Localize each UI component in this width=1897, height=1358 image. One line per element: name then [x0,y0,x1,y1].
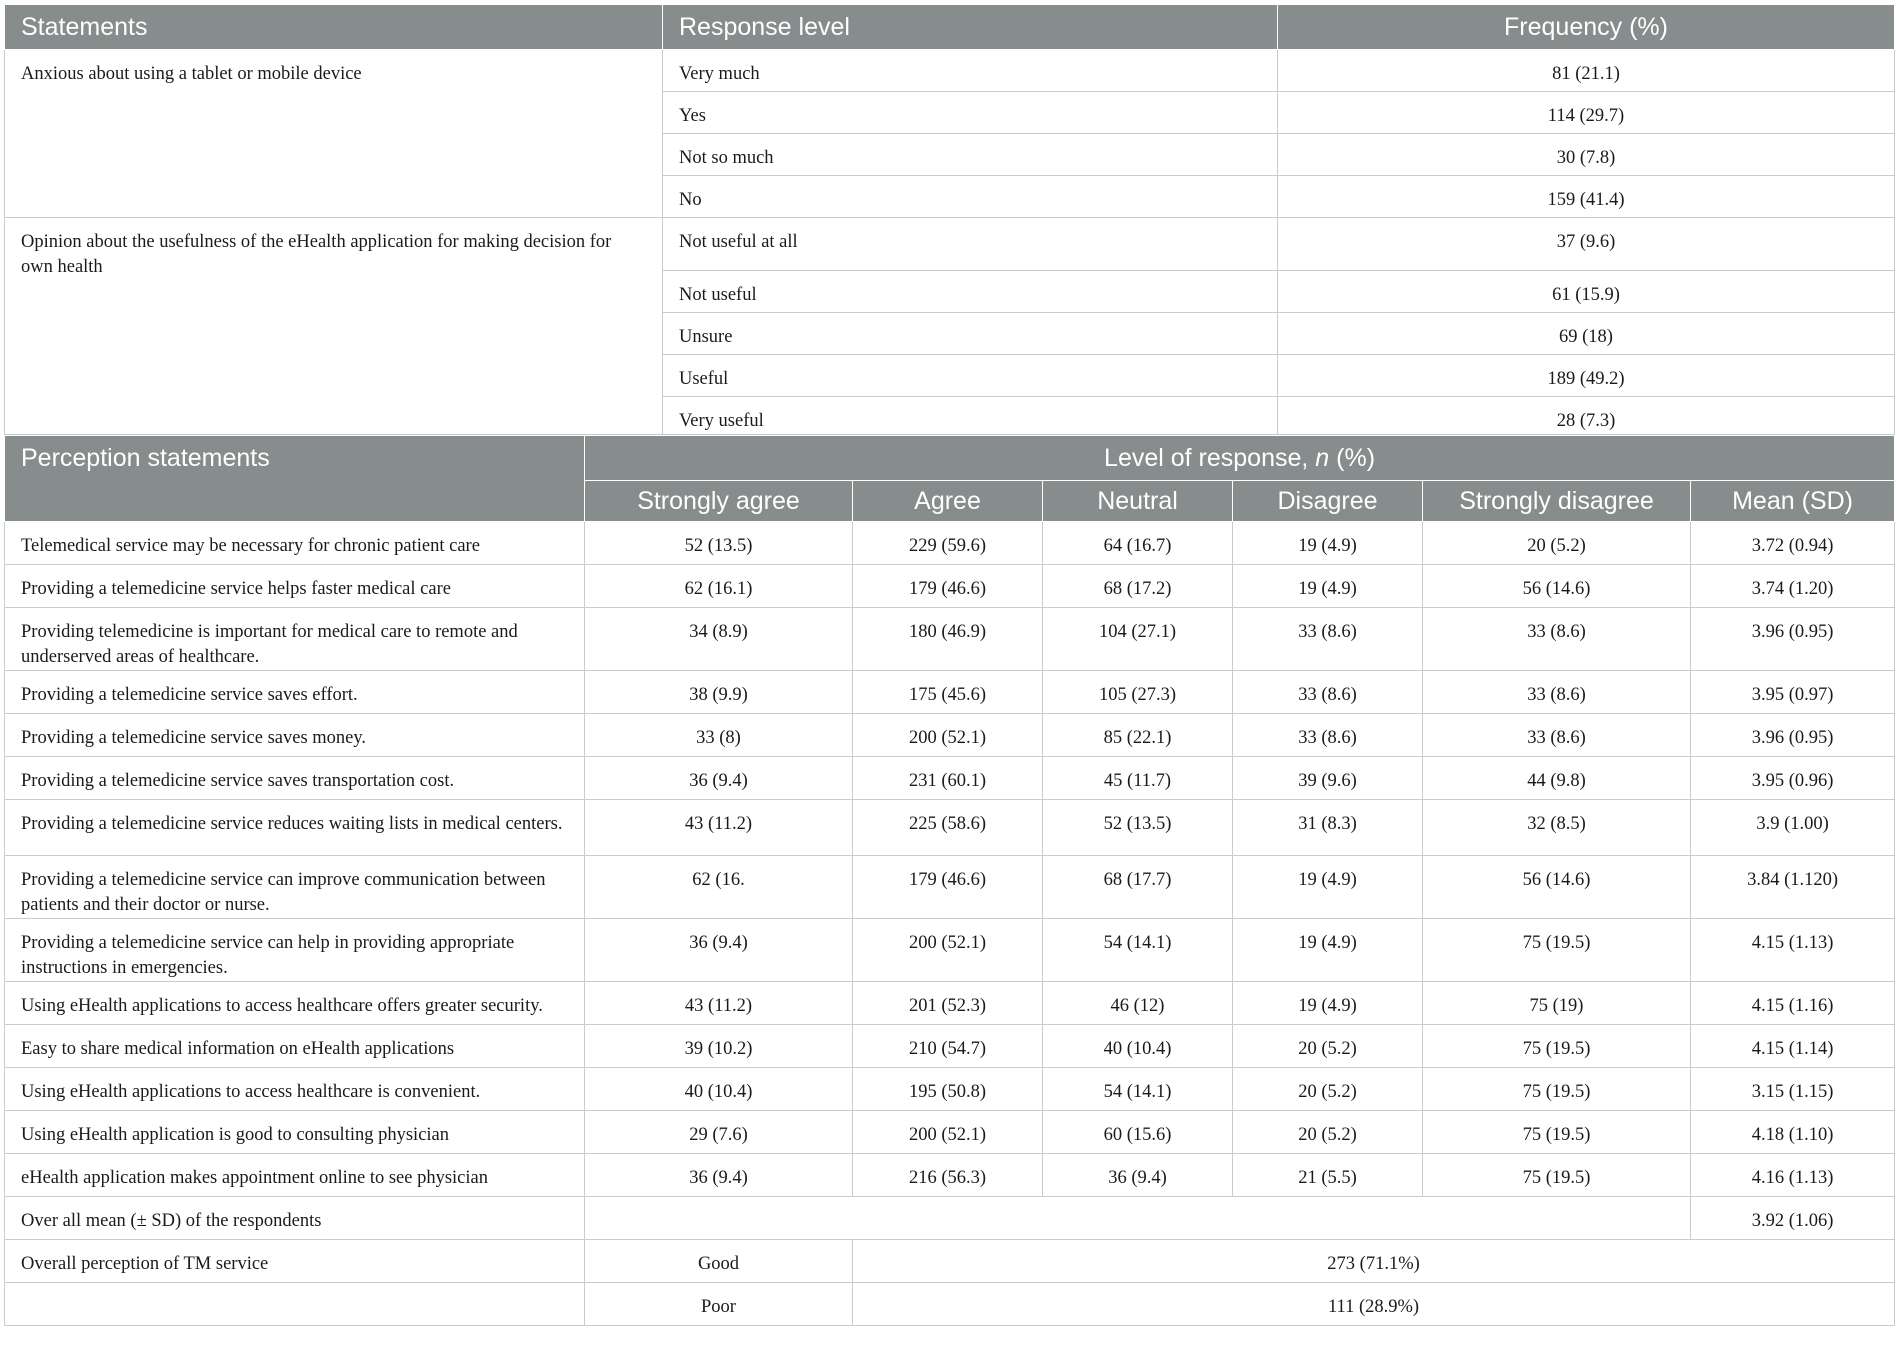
frequency-cell: 69 (18) [1278,313,1895,355]
perception-table [4,435,1895,1326]
statement-cell: Anxious about using a tablet or mobile device [5,50,663,218]
header-level-n: n [1315,443,1330,472]
statements-header-row [5,5,1895,50]
table-row [5,982,1895,1025]
response-level-cell: Not so much [663,134,1278,176]
frequency-cell: 61 (15.9) [1278,271,1895,313]
strongly-disagree-cell: 75 (19.5) [1423,919,1691,982]
response-level-cell: Very useful [663,397,1278,435]
response-level-cell: Unsure [663,313,1278,355]
perception-statement-cell: Providing a telemedicine service saves money. [5,714,585,757]
agree-cell: 200 (52.1) [853,1111,1043,1154]
strongly-disagree-cell: 75 (19) [1423,982,1691,1025]
strongly-disagree-cell: 44 (9.8) [1423,757,1691,800]
strongly-agree-cell: 62 (16.1) [585,565,853,608]
perception-statement-cell: Providing a telemedicine service can improve communication between patients and their doctor or nurse. [5,856,585,919]
mean-sd-cell: 4.16 (1.13) [1691,1154,1895,1197]
strongly-agree-cell: 43 (11.2) [585,982,853,1025]
table-row [5,50,1895,92]
strongly-agree-cell: 39 (10.2) [585,1025,853,1068]
header-strongly-disagree: Strongly disagree [1423,481,1691,522]
table-row [5,757,1895,800]
table-row [5,1025,1895,1068]
perception-statement-cell: Providing a telemedicine service saves transportation cost. [5,757,585,800]
frequency-cell: 37 (9.6) [1278,218,1895,271]
strongly-disagree-cell: 56 (14.6) [1423,856,1691,919]
neutral-cell: 40 (10.4) [1043,1025,1233,1068]
disagree-cell: 39 (9.6) [1233,757,1423,800]
neutral-cell: 68 (17.2) [1043,565,1233,608]
disagree-cell: 33 (8.6) [1233,671,1423,714]
disagree-cell: 20 (5.2) [1233,1068,1423,1111]
table-row [5,218,1895,271]
strongly-disagree-cell: 75 (19.5) [1423,1068,1691,1111]
overall-perception-value: 111 (28.9%) [853,1283,1895,1326]
strongly-disagree-cell: 33 (8.6) [1423,608,1691,671]
table-row [5,522,1895,565]
strongly-disagree-cell: 56 (14.6) [1423,565,1691,608]
neutral-cell: 85 (22.1) [1043,714,1233,757]
header-statements: Statements [5,5,663,50]
disagree-cell: 19 (4.9) [1233,856,1423,919]
mean-sd-cell: 3.96 (0.95) [1691,608,1895,671]
strongly-agree-cell: 34 (8.9) [585,608,853,671]
mean-sd-cell: 3.84 (1.120) [1691,856,1895,919]
header-strongly-agree: Strongly agree [585,481,853,522]
perception-statement-cell: Using eHealth application is good to consulting physician [5,1111,585,1154]
overall-perception-empty [5,1283,585,1326]
agree-cell: 231 (60.1) [853,757,1043,800]
header-mean-sd: Mean (SD) [1691,481,1895,522]
strongly-agree-cell: 43 (11.2) [585,800,853,856]
mean-sd-cell: 3.95 (0.96) [1691,757,1895,800]
header-response-level: Response level [663,5,1278,50]
mean-sd-cell: 3.72 (0.94) [1691,522,1895,565]
strongly-agree-cell: 33 (8) [585,714,853,757]
header-level-suffix: (%) [1329,443,1376,472]
strongly-agree-cell: 52 (13.5) [585,522,853,565]
frequency-cell: 189 (49.2) [1278,355,1895,397]
overall-perception-label: Overall perception of TM service [5,1240,585,1283]
perception-statement-cell: Using eHealth applications to access healthcare offers greater security. [5,982,585,1025]
header-neutral: Neutral [1043,481,1233,522]
overall-perception-level: Good [585,1240,853,1283]
response-level-cell: Very much [663,50,1278,92]
frequency-cell: 159 (41.4) [1278,176,1895,218]
mean-sd-cell: 4.18 (1.10) [1691,1111,1895,1154]
overall-perception-good-row [5,1240,1895,1283]
response-level-cell: No [663,176,1278,218]
strongly-agree-cell: 40 (10.4) [585,1068,853,1111]
agree-cell: 210 (54.7) [853,1025,1043,1068]
overall-mean-label: Over all mean (± SD) of the respondents [5,1197,585,1240]
strongly-agree-cell: 62 (16. [585,856,853,919]
strongly-disagree-cell: 20 (5.2) [1423,522,1691,565]
agree-cell: 175 (45.6) [853,671,1043,714]
perception-statement-cell: Providing a telemedicine service saves effort. [5,671,585,714]
agree-cell: 216 (56.3) [853,1154,1043,1197]
frequency-cell: 114 (29.7) [1278,92,1895,134]
agree-cell: 200 (52.1) [853,919,1043,982]
header-agree: Agree [853,481,1043,522]
neutral-cell: 46 (12) [1043,982,1233,1025]
agree-cell: 180 (46.9) [853,608,1043,671]
mean-sd-cell: 4.15 (1.13) [1691,919,1895,982]
perception-statement-cell: Telemedical service may be necessary for chronic patient care [5,522,585,565]
table-row [5,671,1895,714]
frequency-cell: 81 (21.1) [1278,50,1895,92]
disagree-cell: 33 (8.6) [1233,608,1423,671]
agree-cell: 195 (50.8) [853,1068,1043,1111]
perception-header-row [5,436,1895,481]
strongly-agree-cell: 36 (9.4) [585,1154,853,1197]
strongly-agree-cell: 36 (9.4) [585,757,853,800]
disagree-cell: 20 (5.2) [1233,1025,1423,1068]
perception-statement-cell: eHealth application makes appointment online to see physician [5,1154,585,1197]
overall-mean-value: 3.92 (1.06) [1691,1197,1895,1240]
statements-table [4,4,1895,435]
table-row [5,1154,1895,1197]
perception-statement-cell: Providing a telemedicine service reduces waiting lists in medical centers. [5,800,585,856]
perception-body [5,522,1895,1197]
agree-cell: 179 (46.6) [853,856,1043,919]
overall-mean-row [5,1197,1895,1240]
strongly-agree-cell: 36 (9.4) [585,919,853,982]
mean-sd-cell: 4.15 (1.14) [1691,1025,1895,1068]
neutral-cell: 52 (13.5) [1043,800,1233,856]
neutral-cell: 105 (27.3) [1043,671,1233,714]
disagree-cell: 31 (8.3) [1233,800,1423,856]
overall-perception-poor-row [5,1283,1895,1326]
perception-statement-cell: Providing telemedicine is important for medical care to remote and underserved areas of healthcare. [5,608,585,671]
perception-statement-cell: Easy to share medical information on eHealth applications [5,1025,585,1068]
table-row [5,800,1895,856]
neutral-cell: 45 (11.7) [1043,757,1233,800]
agree-cell: 225 (58.6) [853,800,1043,856]
neutral-cell: 60 (15.6) [1043,1111,1233,1154]
strongly-agree-cell: 29 (7.6) [585,1111,853,1154]
neutral-cell: 54 (14.1) [1043,1068,1233,1111]
strongly-disagree-cell: 75 (19.5) [1423,1111,1691,1154]
statement-cell: Opinion about the usefulness of the eHealth application for making decision for own health [5,218,663,435]
strongly-disagree-cell: 75 (19.5) [1423,1154,1691,1197]
mean-sd-cell: 3.95 (0.97) [1691,671,1895,714]
disagree-cell: 21 (5.5) [1233,1154,1423,1197]
disagree-cell: 19 (4.9) [1233,919,1423,982]
response-level-cell: Yes [663,92,1278,134]
strongly-agree-cell: 38 (9.9) [585,671,853,714]
table-row [5,565,1895,608]
neutral-cell: 36 (9.4) [1043,1154,1233,1197]
table-row [5,1068,1895,1111]
neutral-cell: 54 (14.1) [1043,919,1233,982]
disagree-cell: 19 (4.9) [1233,522,1423,565]
table-row [5,1111,1895,1154]
perception-statement-cell: Using eHealth applications to access healthcare is convenient. [5,1068,585,1111]
header-level-prefix: Level of response, [1104,443,1316,472]
table-row [5,714,1895,757]
overall-mean-empty [585,1197,1691,1240]
neutral-cell: 68 (17.7) [1043,856,1233,919]
table-row [5,856,1895,919]
mean-sd-cell: 3.15 (1.15) [1691,1068,1895,1111]
strongly-disagree-cell: 32 (8.5) [1423,800,1691,856]
response-level-cell: Useful [663,355,1278,397]
disagree-cell: 19 (4.9) [1233,565,1423,608]
mean-sd-cell: 3.74 (1.20) [1691,565,1895,608]
frequency-cell: 30 (7.8) [1278,134,1895,176]
response-level-cell: Not useful [663,271,1278,313]
mean-sd-cell: 4.15 (1.16) [1691,982,1895,1025]
header-frequency: Frequency (%) [1278,5,1895,50]
agree-cell: 229 (59.6) [853,522,1043,565]
header-disagree: Disagree [1233,481,1423,522]
overall-perception-level: Poor [585,1283,853,1326]
agree-cell: 200 (52.1) [853,714,1043,757]
strongly-disagree-cell: 75 (19.5) [1423,1025,1691,1068]
header-level-of-response [585,436,1895,481]
agree-cell: 201 (52.3) [853,982,1043,1025]
strongly-disagree-cell: 33 (8.6) [1423,714,1691,757]
header-perception-statements: Perception statements [5,436,585,522]
disagree-cell: 33 (8.6) [1233,714,1423,757]
response-level-cell: Not useful at all [663,218,1278,271]
survey-table-container [4,4,1894,1326]
neutral-cell: 64 (16.7) [1043,522,1233,565]
disagree-cell: 19 (4.9) [1233,982,1423,1025]
table-row [5,608,1895,671]
perception-statement-cell: Providing a telemedicine service can help in providing appropriate instructions in emergencies. [5,919,585,982]
perception-statement-cell: Providing a telemedicine service helps faster medical care [5,565,585,608]
disagree-cell: 20 (5.2) [1233,1111,1423,1154]
table-row [5,919,1895,982]
mean-sd-cell: 3.9 (1.00) [1691,800,1895,856]
overall-perception-value: 273 (71.1%) [853,1240,1895,1283]
mean-sd-cell: 3.96 (0.95) [1691,714,1895,757]
agree-cell: 179 (46.6) [853,565,1043,608]
neutral-cell: 104 (27.1) [1043,608,1233,671]
frequency-cell: 28 (7.3) [1278,397,1895,435]
strongly-disagree-cell: 33 (8.6) [1423,671,1691,714]
